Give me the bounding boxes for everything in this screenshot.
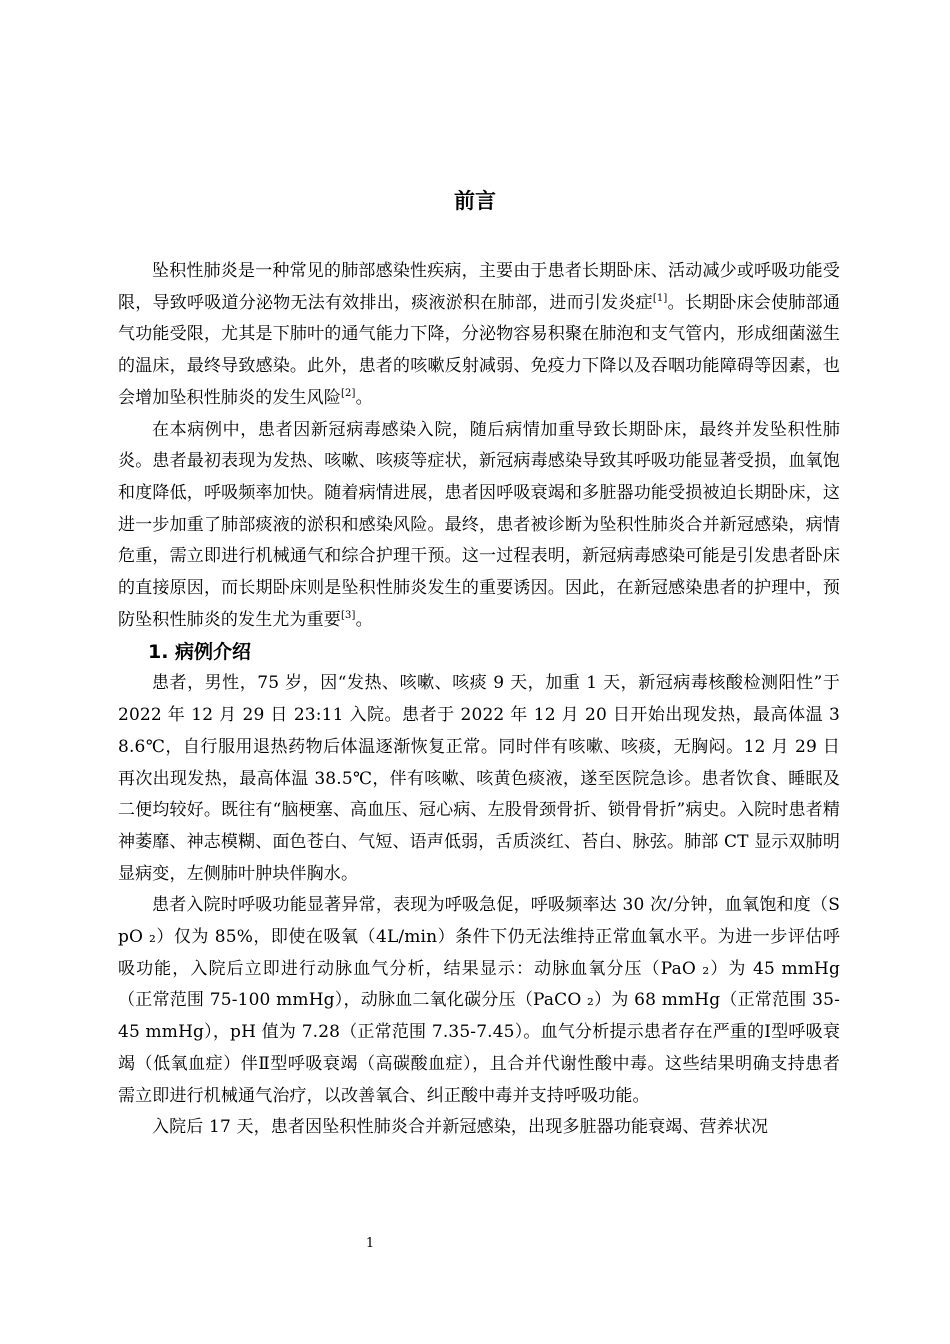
paragraph-text: 在本病例中，患者因新冠病毒感染入院，随后病情加重导致长期卧床，最终并发坠积性肺炎。患者最初表现为发热、咳嗽、咳痰等症状，新冠病毒感染导致其呼吸功能显著受损，血氧饱和度降低，呼吸频率加快。随着病情进展，患者因呼吸衰竭和多脏器功能受损被迫长期卧床，这进一步加重了肺部痰液的淤积和感染风险。最终，患者被诊断为坠积性肺炎合并新冠感染，病情危重，需立即进行机械通气和综合护理干预。这一过程表明，新冠病毒感染可能是引发患者卧床的直接原因，而长期卧床则是坠积性肺炎发生的重要诱因。因此，在新冠感染患者的护理中，预防坠积性肺炎的发生尤为重要 [118, 419, 840, 630]
section-heading: 1. 病例介绍 [148, 641, 252, 664]
citation-ref: [1] [652, 292, 668, 304]
paragraph-case-1: 患者，男性，75 岁，因“发热、咳嗽、咳痰 9 天，加重 1 天，新冠病毒核酸检测阳性”于 2022 年 12 月 29 日 23:11 入院。患者于 2022 年 12 月 20 日开始出现发热，最高体温 38.6℃，自行服用退热药物后体温逐渐恢复正常。同时伴有咳嗽、咳痰，无胸闷。12 月 29 日再次出现发热，最高体温 38.5℃，伴有咳嗽、咳黄色痰液，遂至医院急诊。患者饮食、睡眠及二便均较好。既往有“脑梗塞、高血压、冠心病、左股骨颈骨折、锁骨骨折”病史。入院时患者精神萎靡、神志模糊、面色苍白、气短、语声低弱，舌质淡红、苔白、脉弦。肺部 CT 显示双肺明显病变，左侧肺叶肿块伴胸水。 [118, 673, 840, 884]
document-body [118, 256, 840, 1144]
paragraph-text: 。 [355, 387, 373, 408]
paragraph-text: 。长期卧床会使肺部通气功能受限，尤其是下肺叶的通气能力下降，分泌物容易积聚在肺泡和支气管内，形成细菌滋生的温床，最终导致感染。此外，患者的咳嗽反射减弱、免疫力下降以及吞咽功能障碍等因素，也会增加坠积性肺炎的发生风险 [118, 292, 840, 408]
paragraph-case-2: 患者入院时呼吸功能显著异常，表现为呼吸急促，呼吸频率达 30 次/分钟，血氧饱和度（SpO ₂）仅为 85%，即使在吸氧（4L/min）条件下仍无法维持正常血氧水平。为进一步评估呼吸功能，入院后立即进行动脉血气分析，结果显示：动脉血氧分压（PaO ₂）为 45 mmHg（正常范围 75-100 mmHg），动脉血二氧化碳分压（PaCO ₂）为 68 mmHg（正常范围 35-45 mmHg），pH 值为 7.28（正常范围 7.35-7.45）。血气分析提示患者存在严重的Ⅰ型呼吸衰竭（低氧血症）伴Ⅱ型呼吸衰竭（高碳酸血症），且合并代谢性酸中毒。这些结果明确支持患者需立即进行机械通气治疗，以改善氧合、纠正酸中毒并支持呼吸功能。 [118, 895, 840, 1106]
page-number: 1 [365, 1236, 375, 1251]
page-title: 前言 [454, 189, 496, 213]
paragraph-text: 坠积性肺炎是一种常见的肺部感染性疾病，主要由于患者长期卧床、活动减少或呼吸功能受限，导致呼吸道分泌物无法有效排出，痰液淤积在肺部，进而引发炎症 [118, 261, 840, 313]
paragraph-intro-2 [118, 415, 840, 637]
paragraph-text: 。 [355, 609, 373, 630]
citation-ref: [3] [340, 609, 356, 621]
paragraph-intro-1 [118, 256, 840, 415]
paragraph-case-3: 入院后 17 天，患者因坠积性肺炎合并新冠感染，出现多脏器功能衰竭、营养状况 [152, 1117, 769, 1138]
citation-ref: [2] [340, 387, 356, 399]
